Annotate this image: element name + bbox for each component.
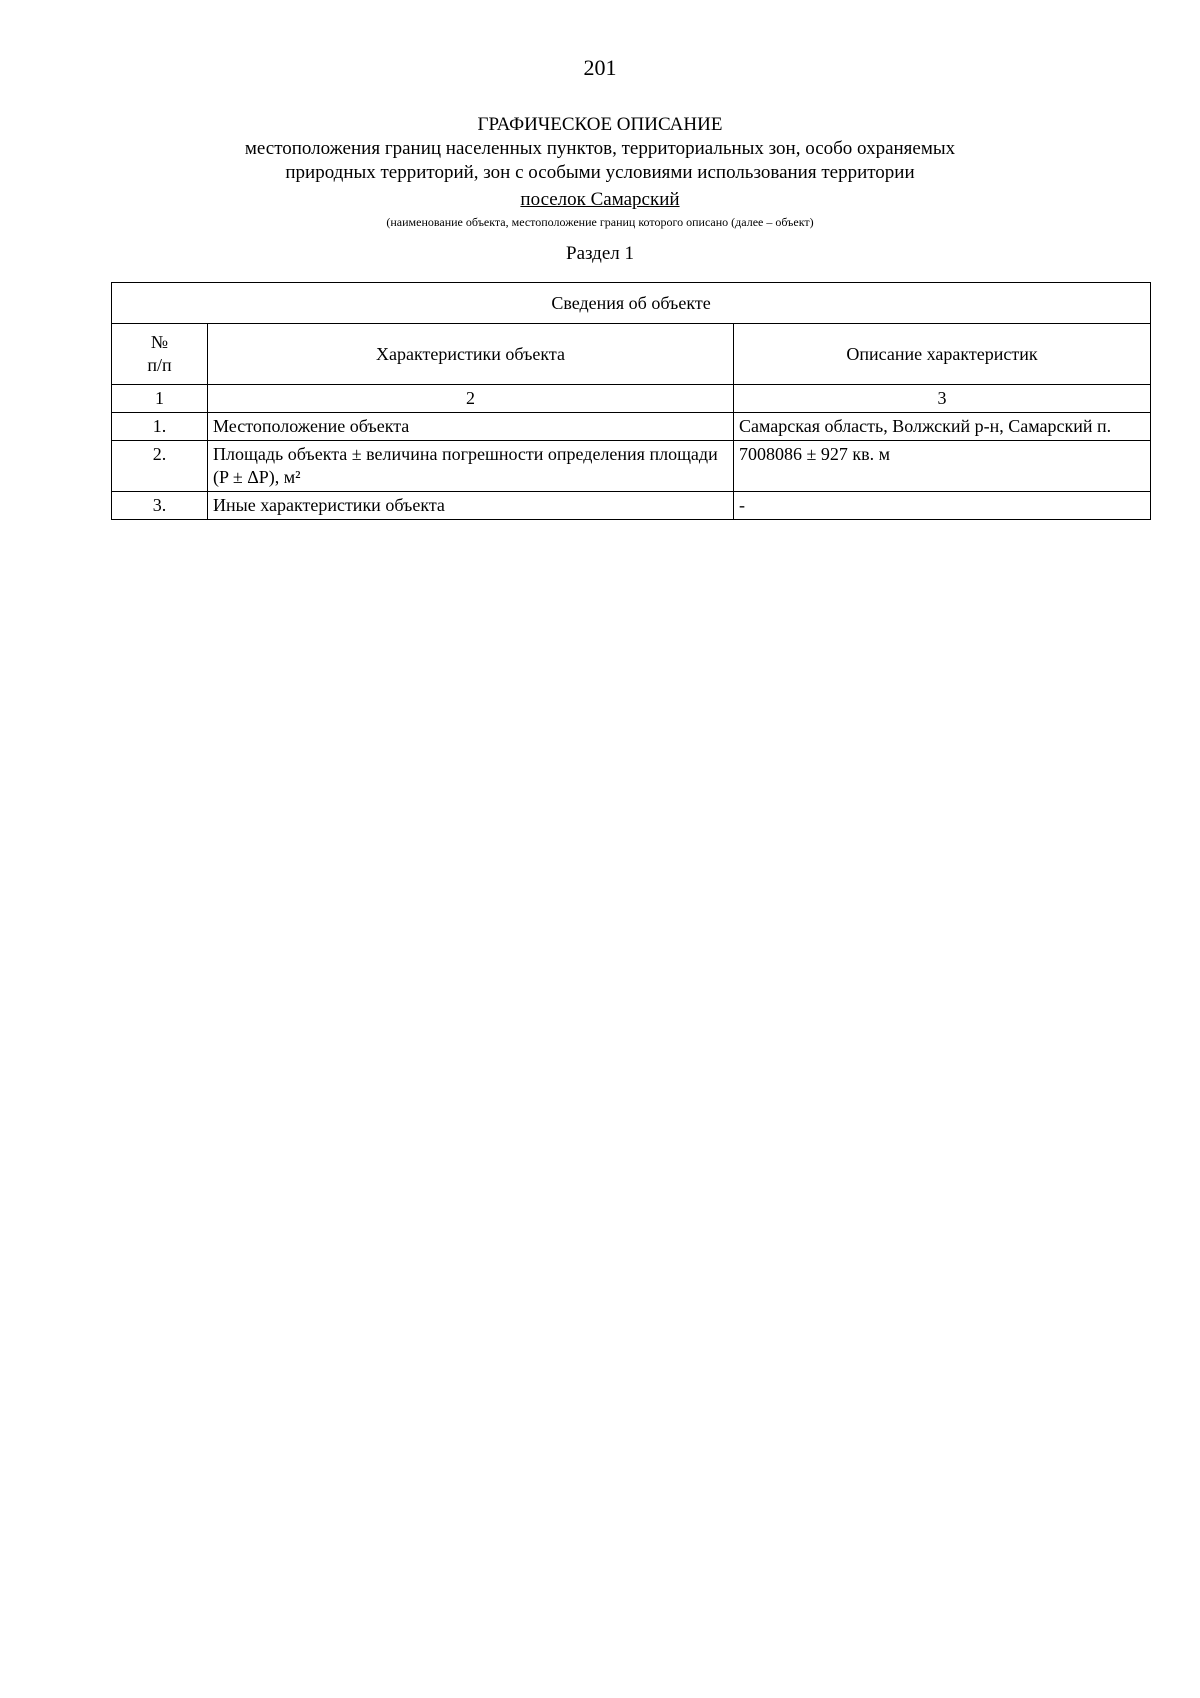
column-number-1: 1 — [112, 385, 208, 413]
object-name — [0, 188, 1200, 212]
table-caption: Сведения об объекте — [112, 283, 1151, 324]
row-characteristic: Площадь объекта ± величина погрешности определения площади (P ± ΔP), м² — [208, 441, 734, 492]
header-num-line1: № — [150, 332, 169, 352]
header-characteristic: Характеристики объекта — [208, 324, 734, 385]
row-num: 2. — [112, 441, 208, 492]
object-info-table — [111, 282, 1151, 520]
table-header-row — [112, 324, 1151, 385]
section-title: Раздел 1 — [566, 243, 634, 264]
row-description: 7008086 ± 927 кв. м — [734, 441, 1151, 492]
page-number: 201 — [583, 55, 617, 80]
header-description: Описание характеристик — [734, 324, 1151, 385]
header-num-line2: п/п — [147, 355, 172, 375]
row-description: - — [734, 492, 1151, 520]
object-name-caption: (наименование объекта, местоположение границ которого описано (далее – объект) — [386, 215, 814, 229]
table-row — [112, 492, 1151, 520]
column-number-2: 2 — [208, 385, 734, 413]
column-number-3: 3 — [734, 385, 1151, 413]
document-subtitle-line2: природных территорий, зон с особыми условиями использования территории — [285, 162, 915, 183]
document-header — [0, 113, 1200, 266]
column-number-row — [112, 385, 1151, 413]
table-row — [112, 441, 1151, 492]
object-name-text: поселок Самарский — [520, 189, 680, 210]
document-title: ГРАФИЧЕСКОЕ ОПИСАНИЕ — [477, 114, 723, 135]
document-subtitle-line1: местоположения границ населенных пунктов, территориальных зон, особо охраняемых — [244, 138, 956, 159]
row-num: 1. — [112, 413, 208, 441]
table-caption-row — [112, 283, 1151, 324]
row-characteristic: Местоположение объекта — [208, 413, 734, 441]
row-description: Самарская область, Волжский р-н, Самарский п. — [734, 413, 1151, 441]
table-row — [112, 413, 1151, 441]
row-num: 3. — [112, 492, 208, 520]
header-num — [112, 324, 208, 385]
row-characteristic: Иные характеристики объекта — [208, 492, 734, 520]
